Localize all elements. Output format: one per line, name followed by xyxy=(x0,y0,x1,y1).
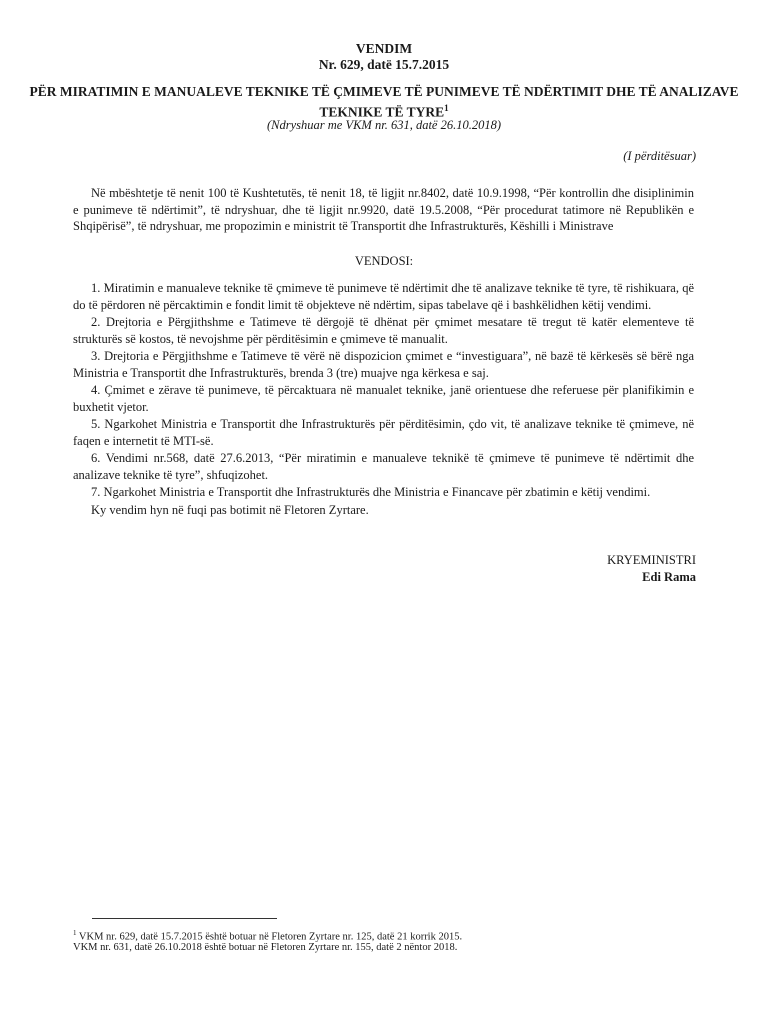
list-item: 7. Ngarkohet Ministria e Transportit dhe Infrastrukturës dhe Ministria e Financave për zbatimin e këtij vendimi. xyxy=(91,485,651,499)
signature-name: Edi Rama xyxy=(642,570,696,584)
list-item: 6. Vendimi nr.568, datë 27.6.2013, “Për miratimin e manualeve teknikë të çmimeve të punimeve të ndërtimit dhe analizave teknike të tyre”, shfuqizohet. xyxy=(73,451,694,482)
decision-items xyxy=(73,280,694,519)
amendment-note: (Ndryshuar me VKM nr. 631, datë 26.10.2018) xyxy=(266,118,501,132)
footnote-1-text: VKM nr. 629, datë 15.7.2015 është botuar në Fletoren Zyrtare nr. 125, datë 21 korrik 2015. xyxy=(76,931,463,943)
list-item: 4. Çmimet e zërave të punimeve, të përcaktuara në manualet teknike, janë orientuese dhe referuese për planifikimin e buxhetit vjetor. xyxy=(73,383,694,414)
decision-number: Nr. 629, datë 15.7.2015 xyxy=(318,57,450,72)
list-item: 2. Drejtoria e Përgjithshme e Tatimeve të dërgojë të dhënat për çmimet mesatare të tregut të katër elementeve të strukturës së kostos, të nevojshme për përditësimin e çmimeve të manualit. xyxy=(73,315,694,346)
list-item: 1. Miratimin e manualeve teknike të çmimeve të punimeve të ndërtimit dhe të analizave teknike të tyre, të rishikuara, që do të përdoren në përcaktimin e fondit limit të objekteve në ndërtim, sipas tabelave që i bashkëlidhen këtij vendimi. xyxy=(73,281,694,312)
footnote-reference[interactable]: 1 xyxy=(444,103,449,113)
footnote-divider xyxy=(92,918,277,919)
decision-subject xyxy=(0,83,768,121)
signature-role: KRYEMINISTRI xyxy=(607,553,696,567)
list-item: Ky vendim hyn në fuqi pas botimit në Fletoren Zyrtare. xyxy=(91,502,369,517)
decides-heading: VENDOSI: xyxy=(354,254,414,268)
footnote-mark: 1 xyxy=(73,929,77,937)
decision-title: VENDIM xyxy=(355,41,413,56)
list-item: 3. Drejtoria e Përgjithshme e Tatimeve të vërë në dispozicion çmimet e “investiguara”, në bazë të kërkesës së bërë nga Ministria e Transportit dhe Infrastrukturës, brenda 3 (tre) muajve nga kërkesa e saj. xyxy=(73,349,694,380)
preamble-paragraph: Në mbështetje të nenit 100 të Kushtetutës, të nenit 18, të ligjit nr.8402, datë 10.9.1998, “Për kontrollin dhe disiplinimin e punimeve të ndërtimit”, të ndryshuar, dhe të ligjit nr.9920, datë 19.5.2008, “Për procedurat tatimore në Republikën e Shqipërisë”, të ndryshuar, me propozimin e ministrit të Transportit dhe Infrastrukturës, Këshilli i Ministrave xyxy=(73,186,694,233)
list-item: 5. Ngarkohet Ministria e Transportit dhe Infrastrukturës për përditësimin, çdo vit, të analizave teknike të çmimeve, në faqen e internetit të MTI-së. xyxy=(73,417,694,448)
footnote-2: VKM nr. 631, datë 26.10.2018 është botuar në Fletoren Zyrtare nr. 155, datë 2 nëntor 2018. xyxy=(73,942,458,953)
status-note: (I përditësuar) xyxy=(623,149,696,163)
decision-subject-text: PËR MIRATIMIN E MANUALEVE TEKNIKE TË ÇMIMEVE TË PUNIMEVE TË NDËRTIMIT DHE TË ANALIZAVE TEKNIKE TË TYRE xyxy=(29,84,739,120)
